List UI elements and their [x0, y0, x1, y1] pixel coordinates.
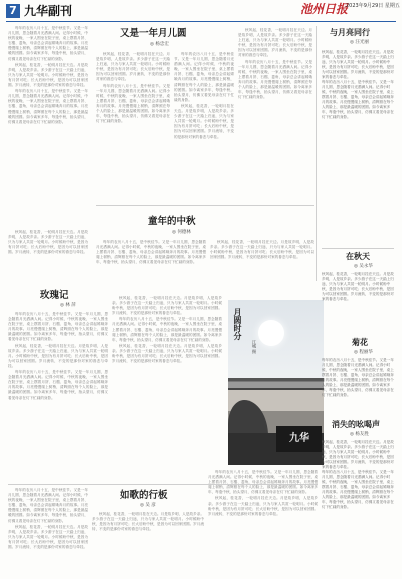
page-number: 7	[6, 4, 20, 18]
body-text: 秋风起，桂花香，一轮明月挂在天边。月是故乡明，人是故乡亲。多少游子在这一天踏上归途，只为与家人共赏一轮明月。小时候盼中秋，是因为有月饼可吃；长大后盼中秋，是因为可以回家团圆。岁月流转，不变的是那份对家的眷恋与牵挂。	[8, 230, 88, 255]
body-text: 每年的农历八月十五，是中秋佳节。又是一年月儿圆，思念随着月光洒满人间。记得小时候，中秋的夜晚，一家人围坐在院子里，桌上摆着月饼、石榴、菱角，母亲总会讲起嫦娥奔月的故事。月亮慢慢爬上树梢，清辉照在每个人的脸上，那是最温暖的团圆。如今离家多年，每逢中秋，抬头望月，仿佛又看见母亲在灯下忙碌的身影。	[8, 488, 88, 523]
article-title: 消失的吆喝声	[332, 419, 380, 429]
body-text: 每年的农历八月十五，是中秋佳节。又是一年月儿圆，思念随着月光洒满人间。记得小时候，中秋的夜晚，一家人围坐在院子里，桌上摆着月饼、石榴、菱角，母亲总会讲起嫦娥奔月的故事。月亮慢慢爬上树梢，清辉照在每个人的脸上，那是最温暖的团圆。如今离家多年，每逢中秋，抬头望月，仿佛又看见母亲在灯下忙碌的身影。	[8, 370, 108, 400]
body-text: 秋风起，桂花香，一轮明月挂在天边。月是故乡明，人是故乡亲。多少游子在这一天踏上归途，只为与家人共赏一轮明月。小时候盼中秋，是因为有月饼可吃；长大后盼中秋，是因为可以回家团圆。岁月流转，不变的是那份对家的眷恋与牵挂。	[238, 28, 312, 58]
column-divider	[316, 26, 317, 281]
body-text: 秋风起，桂花香，一轮明月挂在天边。月是故乡明，人是故乡亲。多少游子在这一天踏上归途，只为与家人共赏一轮明月。小时候盼中秋，是因为有月饼可吃；长大后盼中秋，是因为可以回家团圆。岁月流转，不变的是那份对家的眷恋与牵挂。	[8, 343, 108, 368]
body-text: 秋风起，桂花香，一轮明月挂在天边。月是故乡明，人是故乡亲。多少游子在这一天踏上归途，只为与家人共赏一轮明月。小时候盼中秋，是因为有月饼可吃；长大后盼中秋，是因为可以回家团圆。岁月流转，不变的是那份对家的眷恋与牵挂。	[208, 496, 318, 516]
body-text: 每年的农历八月十五，是中秋佳节。又是一年月儿圆，思念随着月光洒满人间。记得小时候，中秋的夜晚，一家人围坐在院子里，桌上摆着月饼、石榴、菱角，母亲总会讲起嫦娥奔月的故事。月亮慢慢爬上树梢，清辉照在每个人的脸上，那是最温暖的团圆。如今离家多年，每逢中秋，抬头望月，仿佛又看见母亲在灯下忙碌的身影。	[96, 240, 206, 265]
article-title: 又是一年月儿圆	[120, 28, 187, 39]
newspaper-brand: 池州日报	[300, 2, 349, 16]
body-text: 每年的农历八月十五，是中秋佳节。又是一年月儿圆，思念随着月光洒满人间。记得小时候，中秋的夜晚，一家人围坐在院子里，桌上摆着月饼、石榴、菱角，母亲总会讲起嫦娥奔月的故事。月亮慢慢爬上树梢，清辉照在每个人的脸上，那是最温暖的团圆。如今离家多年，每逢中秋，抬头望月，仿佛又看见母亲在灯下忙碌的身影。	[322, 80, 394, 119]
section-divider	[322, 248, 394, 249]
body-text: 每年的农历八月十五，是中秋佳节。又是一年月儿圆，思念随着月光洒满人间。记得小时候，中秋的夜晚，一家人围坐在院子里，桌上摆着月饼、石榴、菱角，母亲总会讲起嫦娥奔月的故事。月亮慢慢爬上树梢，清辉照在每个人的脸上，那是最温暖的团圆。如今离家多年，每逢中秋，抬头望月，仿佛又看见母亲在灯下忙碌的身影。	[8, 26, 88, 61]
article-author: ◎ 杨友胜	[350, 432, 369, 437]
article-body	[112, 296, 222, 482]
dateline: 2023年9月29日 星期五	[346, 3, 400, 9]
article-body	[92, 512, 204, 574]
article-author: ◎ 杨忠宏	[150, 42, 169, 47]
body-text: 每年的农历八月十五，是中秋佳节。又是一年月儿圆，思念随着月光洒满人间。记得小时候，中秋的夜晚，一家人围坐在院子里，桌上摆着月饼、石榴、菱角，母亲总会讲起嫦娥奔月的故事。月亮慢慢爬上树梢，清辉照在每个人的脸上，那是最温暖的团圆。如今离家多年，每逢中秋，抬头望月，仿佛又看见母亲在灯下忙碌的身影。	[8, 312, 108, 342]
body-text: 秋风起，桂花香，一轮明月挂在天边。月是故乡明，人是故乡亲。多少游子在这一天踏上归途，只为与家人共赏一轮明月。小时候盼中秋，是因为有月饼可吃；长大后盼中秋，是因为可以回家团圆。岁月流转，不变的是那份对家的眷恋与牵挂。	[322, 440, 394, 469]
body-text: 秋风起，桂花香，一轮明月挂在天边。月是故乡明，人是故乡亲。多少游子在这一天踏上归途，只为与家人共赏一轮明月。小时候盼中秋，是因为有月饼可吃；长大后盼中秋，是因为可以回家团圆。岁月流转，不变的是那份对家的眷恋与牵挂。	[8, 524, 88, 550]
body-text: 每年的农历八月十五，是中秋佳节。又是一年月儿圆，思念随着月光洒满人间。记得小时候，中秋的夜晚，一家人围坐在院子里，桌上摆着月饼、石榴、菱角，母亲总会讲起嫦娥奔月的故事。月亮慢慢爬上树梢，清辉照在每个人的脸上，那是最温暖的团圆。如今离家多年，每逢中秋，抬头望月，仿佛又看见母亲在灯下忙碌的身影。	[322, 470, 394, 509]
poem-body	[322, 440, 394, 572]
article-author: ◎ 何德林	[172, 230, 191, 235]
body-text: 秋风起，桂花香，一轮明月挂在天边。月是故乡明，人是故乡亲。多少游子在这一天踏上归途，只为与家人共赏一轮明月。小时候盼中秋，是因为有月饼可吃；长大后盼中秋，是因为可以回家团圆。岁月流转，不变的是那份对家的眷恋与牵挂。	[112, 296, 222, 316]
body-text: 每年的农历八月十五，是中秋佳节。又是一年月儿圆，思念随着月光洒满人间。记得小时候，中秋的夜晚，一家人围坐在院子里，桌上摆着月饼、石榴、菱角，母亲总会讲起嫦娥奔月的故事。月亮慢慢爬上树梢，清辉照在每个人的脸上，那是最温暖的团圆。如今离家多年，每逢中秋，抬头望月，仿佛又看见母亲在灯下忙碌的身影。	[8, 89, 88, 124]
poem-body	[322, 358, 394, 420]
page-header	[0, 0, 402, 22]
body-text: 每年的农历八月十五，是中秋佳节。又是一年月儿圆，思念随着月光洒满人间。记得小时候，中秋的夜晚，一家人围坐在院子里，桌上摆着月饼、石榴、菱角，母亲总会讲起嫦娥奔月的故事。月亮慢慢爬上树梢，清辉照在每个人的脸上，那是最温暖的团圆。如今离家多年，每逢中秋，抬头望月，仿佛又看见母亲在灯下忙碌的身影。	[322, 358, 394, 397]
body-text: 秋风起，桂花香，一轮明月挂在天边。月是故乡明，人是故乡亲。多少游子在这一天踏上归途，只为与家人共赏一轮明月。小时候盼中秋，是因为有月饼可吃；长大后盼中秋，是因为可以回家团圆。岁月流转，不变的是那份对家的眷恋与牵挂。	[8, 62, 88, 88]
poem-body	[322, 272, 394, 336]
article-body	[210, 240, 314, 290]
moon-icon	[258, 320, 284, 346]
article-body	[238, 28, 312, 203]
body-text: 每年的农历八月十五，是中秋佳节。又是一年月儿圆，思念随着月光洒满人间。记得小时候，中秋的夜晚，一家人围坐在院子里，桌上摆着月饼、石榴、菱角，母亲总会讲起嫦娥奔月的故事。月亮慢慢爬上树梢，清辉照在每个人的脸上，那是最温暖的团圆。如今离家多年，每逢中秋，抬头望月，仿佛又看见母亲在灯下忙碌的身影。	[174, 52, 234, 102]
article-author: ◎ 程丽华	[354, 350, 373, 355]
section-divider	[96, 205, 314, 206]
article-title: 菊花	[352, 337, 368, 347]
article-body	[8, 488, 88, 574]
article-author: ◎ 汪光丽	[350, 40, 369, 45]
poem-body	[322, 50, 394, 190]
article-body	[8, 230, 88, 280]
article-author: ◎ 吴 彦	[140, 503, 156, 508]
article-title: 与月亮同行	[330, 27, 370, 37]
body-text: 秋风起，桂花香，一轮明月挂在天边。月是故乡明，人是故乡亲。多少游子在这一天踏上归途，只为与家人共赏一轮明月。小时候盼中秋，是因为有月饼可吃；长大后盼中秋，是因为可以回家团圆。岁月流转，不变的是那份对家的眷恋与牵挂。	[92, 512, 204, 532]
body-text: 秋风起，桂花香，一轮明月挂在天边。月是故乡明，人是故乡亲。多少游子在这一天踏上归途，只为与家人共赏一轮明月。小时候盼中秋，是因为有月饼可吃；长大后盼中秋，是因为可以回家团圆。岁月流转，不变的是那份对家的眷恋与牵挂。	[210, 240, 314, 260]
body-text: 每年的农历八月十五，是中秋佳节。又是一年月儿圆，思念随着月光洒满人间。记得小时候，中秋的夜晚，一家人围坐在院子里，桌上摆着月饼、石榴、菱角，母亲总会讲起嫦娥奔月的故事。月亮慢慢爬上树梢，清辉照在每个人的脸上，那是最温暖的团圆。如今离家多年，每逢中秋，抬头望月，仿佛又看见母亲在灯下忙碌的身影。	[208, 470, 318, 495]
article-lead-left	[8, 26, 88, 226]
header-rule	[6, 21, 396, 22]
article-body	[96, 52, 170, 202]
article-title: 童年的中秋	[148, 216, 196, 227]
body-text: 每年的农历八月十五，是中秋佳节。又是一年月儿圆，思念随着月光洒满人间。记得小时候，中秋的夜晚，一家人围坐在院子里，桌上摆着月饼、石榴、菱角，母亲总会讲起嫦娥奔月的故事。月亮慢慢爬上树梢，清辉照在每个人的脸上，那是最温暖的团圆。如今离家多年，每逢中秋，抬头望月，仿佛又看见母亲在灯下忙碌的身影。	[96, 83, 170, 124]
body-text: 秋风起，桂花香，一轮明月挂在天边。月是故乡明，人是故乡亲。多少游子在这一天踏上归途，只为与家人共赏一轮明月。小时候盼中秋，是因为有月饼可吃；长大后盼中秋，是因为可以回家团圆。岁月流转，不变的是那份对家的眷恋与牵挂。	[322, 50, 394, 79]
section-title: 九华副刊	[24, 4, 73, 18]
body-text: 秋风起，桂花香，一轮明月挂在天边。月是故乡明，人是故乡亲。多少游子在这一天踏上归途，只为与家人共赏一轮明月。小时候盼中秋，是因为有月饼可吃；长大后盼中秋，是因为可以回家团圆。岁月流转，不变的是那份对家的眷恋与牵挂。	[322, 272, 394, 301]
article-body	[208, 470, 318, 574]
body-text: 秋风起，桂花香，一轮明月挂在天边。月是故乡明，人是故乡亲。多少游子在这一天踏上归途，只为与家人共赏一轮明月。小时候盼中秋，是因为有月饼可吃；长大后盼中秋，是因为可以回家团圆。岁月流转，不变的是那份对家的眷恋与牵挂。	[112, 343, 222, 364]
article-body	[96, 240, 206, 290]
article-body	[174, 52, 234, 202]
body-text: 秋风起，桂花香，一轮明月挂在天边。月是故乡明，人是故乡亲。多少游子在这一天踏上归途，只为与家人共赏一轮明月。小时候盼中秋，是因为有月饼可吃；长大后盼中秋，是因为可以回家团圆。岁月流转，不变的是那份对家的眷恋与牵挂。	[174, 103, 234, 139]
article-title: 在秋天	[346, 251, 370, 261]
photo-title: 月圆时分	[233, 308, 243, 340]
article-title: 玫瑰记	[40, 290, 69, 301]
body-text: 每年的农历八月十五，是中秋佳节。又是一年月儿圆，思念随着月光洒满人间。记得小时候，中秋的夜晚，一家人围坐在院子里，桌上摆着月饼、石榴、菱角，母亲总会讲起嫦娥奔月的故事。月亮慢慢爬上树梢，清辉照在每个人的脸上，那是最温暖的团圆。如今离家多年，每逢中秋，抬头望月，仿佛又看见母亲在灯下忙碌的身影。	[112, 317, 222, 342]
body-text: 每年的农历八月十五，是中秋佳节。又是一年月儿圆，思念随着月光洒满人间。记得小时候，中秋的夜晚，一家人围坐在院子里，桌上摆着月饼、石榴、菱角，母亲总会讲起嫦娥奔月的故事。月亮慢慢爬上树梢，清辉照在每个人的脸上，那是最温暖的团圆。如今离家多年，每逢中秋，抬头望月，仿佛又看见母亲在灯下忙碌的身影。	[238, 59, 312, 100]
photo-credit: 江城 摄	[252, 340, 257, 354]
article-title: 如歌的行板	[120, 490, 168, 501]
article-author: ◎ 林 萍	[60, 303, 76, 308]
body-text: 秋风起，桂花香，一轮明月挂在天边。月是故乡明，人是故乡亲。多少游子在这一天踏上归途，只为与家人共赏一轮明月。小时候盼中秋，是因为有月饼可吃；长大后盼中秋，是因为可以回家团圆。岁月流转，不变的是那份对家的眷恋与牵挂。	[96, 52, 170, 82]
article-author: ◎ 吴永华	[354, 264, 373, 269]
calligraphy-seal: 九华	[276, 426, 322, 452]
article-body	[8, 312, 108, 482]
